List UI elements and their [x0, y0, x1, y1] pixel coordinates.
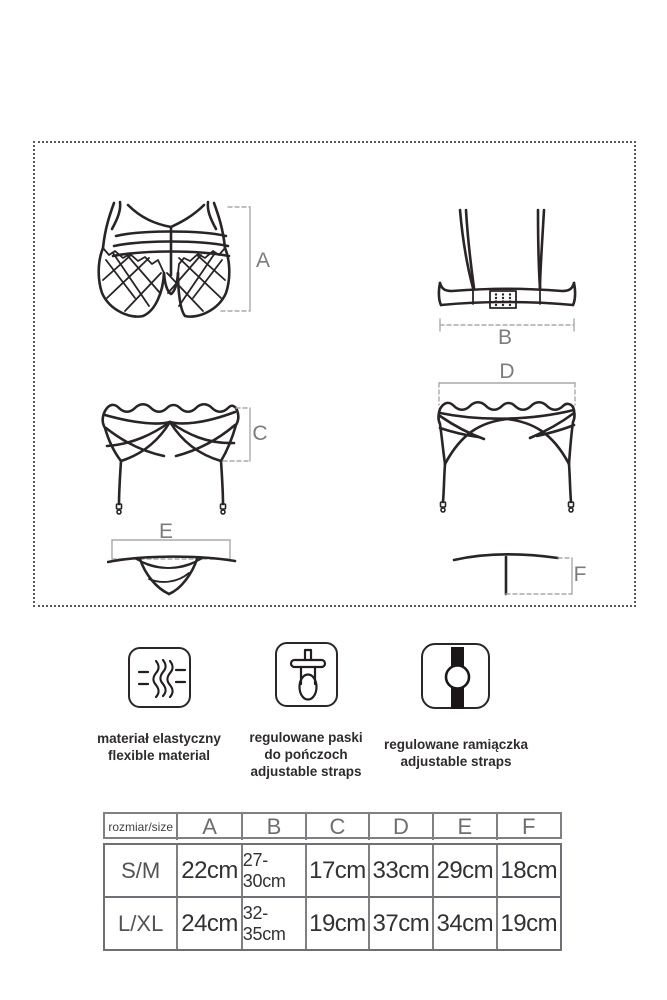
elastic-material-icon — [128, 647, 191, 708]
lxl-value-a: 24cm — [176, 896, 240, 949]
sm-value-b: 27-30cm — [241, 845, 305, 896]
garter-clips — [441, 502, 574, 512]
panties-side-drawing — [450, 550, 580, 602]
measure-label-c: C — [252, 422, 268, 445]
sm-value-f: 18cm — [496, 845, 560, 896]
size-table-body — [103, 843, 562, 951]
header-col-d: D — [368, 814, 432, 840]
measurement-diagram — [33, 141, 636, 607]
panties-drawing — [107, 522, 242, 602]
sm-value-c: 17cm — [305, 845, 367, 896]
measure-bracket-d — [439, 383, 575, 405]
size-table — [103, 812, 562, 951]
lxl-value-e: 34cm — [432, 896, 495, 949]
garter-clips — [117, 504, 226, 514]
header-col-c: C — [305, 814, 367, 840]
header-col-f: F — [496, 814, 560, 840]
lxl-value-c: 19cm — [305, 896, 367, 949]
garter-belt-back-drawing — [434, 380, 582, 518]
caption-line: materiał elastyczny — [97, 731, 221, 746]
bra-back-drawing — [432, 205, 582, 340]
measure-label-e: E — [158, 520, 174, 543]
header-col-a: A — [176, 814, 240, 840]
lxl-value-b: 32-35cm — [241, 896, 305, 949]
measure-label-b: B — [497, 326, 513, 349]
sm-value-a: 22cm — [176, 845, 240, 896]
caption-line: adjustable straps — [400, 754, 512, 769]
measure-label-f: F — [573, 563, 587, 586]
caption-line: flexible material — [107, 748, 211, 763]
garter-clip-icon — [275, 642, 338, 707]
lxl-value-d: 37cm — [368, 896, 432, 949]
row-sm-label: S/M — [121, 857, 161, 883]
caption-line: regulowane ramiączka — [383, 737, 529, 752]
caption-line: adjustable straps — [250, 764, 362, 779]
feature-caption-elastic — [97, 730, 221, 764]
row-lxl-label: L/XL — [105, 896, 176, 949]
hook-closure — [490, 291, 516, 308]
garter-belt-front-drawing — [97, 400, 259, 520]
sm-value-d: 33cm — [368, 845, 432, 896]
caption-line: do pończoch — [264, 747, 348, 762]
feature-caption-shoulder-straps — [384, 736, 528, 770]
size-table-header — [103, 812, 562, 839]
bra-front-drawing — [97, 198, 259, 323]
feature-caption-stocking-straps — [249, 729, 362, 780]
caption-line: regulowane paski — [249, 730, 363, 745]
sm-value-e: 29cm — [432, 845, 495, 896]
measure-label-a: A — [255, 249, 271, 272]
measure-bracket-f — [506, 558, 572, 594]
header-col-e: E — [432, 814, 495, 840]
measure-label-d: D — [499, 360, 515, 383]
header-rozmiar-size: rozmiar/size — [108, 820, 174, 834]
lxl-value-f: 19cm — [496, 896, 560, 949]
strap-adjuster-icon — [421, 643, 490, 709]
header-col-b: B — [241, 814, 305, 840]
